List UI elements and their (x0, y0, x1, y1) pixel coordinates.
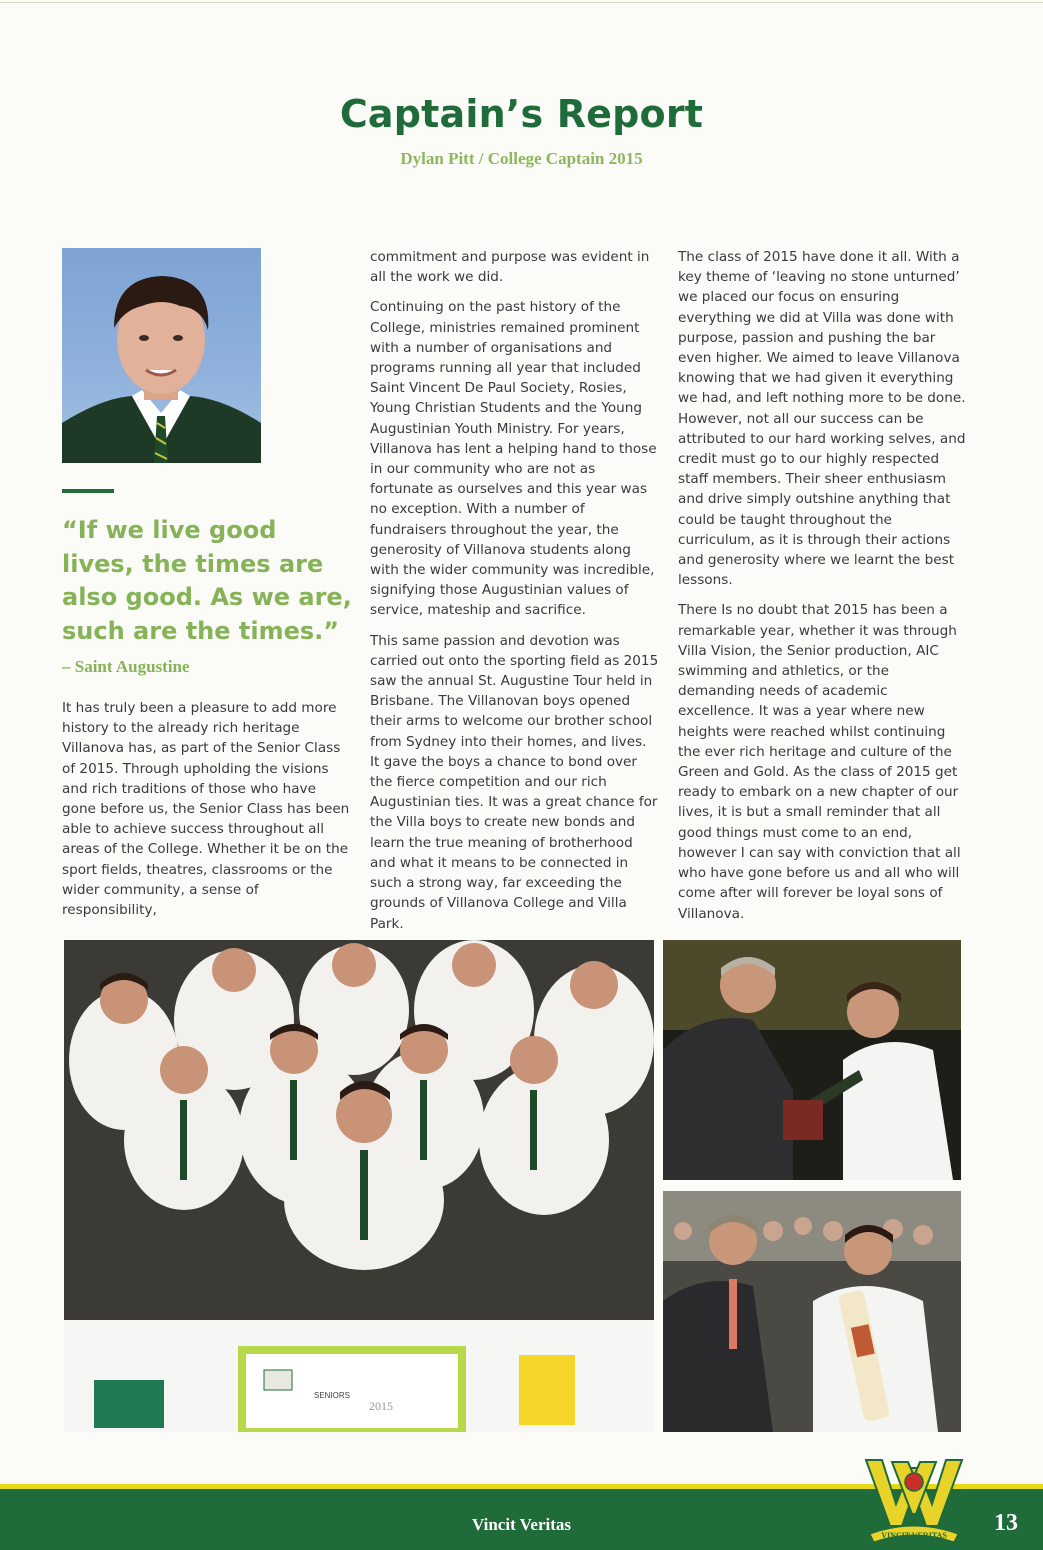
cake-photo-illustration (64, 940, 654, 1432)
paragraph: It has truly been a pleasure to add more history to the already rich heritage Villanova has, as part of the Senior Class of 2015. Through upholding the visions and rich traditions of those who have gone before us, the Senior Class has been able to achieve success throughout all areas of the College. Whether it be on the sport fields, theatres, classrooms or the wider community, a sense of responsibility, (62, 700, 350, 919)
cake-cutting-photo (64, 940, 654, 1432)
author-byline: Dylan Pitt / College Captain 2015 (400, 149, 643, 168)
body-column-1 (62, 698, 352, 930)
candle-procession-photo (663, 1191, 961, 1432)
body-column-2 (370, 247, 660, 944)
captain-portrait-photo (62, 248, 261, 463)
tie-photo-illustration (663, 940, 961, 1180)
paragraph: There Is no doubt that 2015 has been a remarkable year, whether it was through Villa Vision, the Senior production, AIC swimming and athletics, or the demanding needs of academic excellence. It was a year where new heights were reached whilst continuing the ever rich heritage and culture of the Green and Gold. As the class of 2015 get ready to embark on a new chapter of our lives, it is but a small reminder that all good things must come to an end, however I can say with conviction that all who have gone before us and all who will come after will forever be loyal sons of Villanova. (678, 602, 961, 922)
body-column-3 (678, 247, 968, 934)
cake-text-year: 2015 (369, 1399, 393, 1413)
cake-text-seniors: SENIORS (314, 1391, 351, 1400)
paragraph: commitment and purpose was evident in all the work we did. (370, 249, 650, 286)
pull-quote-attribution: – Saint Augustine (62, 657, 190, 676)
tie-presentation-photo (663, 940, 961, 1180)
pull-quote: “If we live good lives, the times are also good. As we are, such are the times.” (62, 516, 352, 645)
portrait-illustration (62, 248, 261, 463)
page-number: 13 (994, 1510, 1018, 1536)
crest-motto: VINCIT VERITAS (881, 1531, 947, 1540)
paragraph: This same passion and devotion was carried out onto the sporting field as 2015 saw the annual St. Augustine Tour held in Brisbane. The Villanovan boys opened their arms to welcome our brother school from Sydney into their homes, and lives. It gave the boys a chance to bond over the fierce competition and our rich Augustinian ties. It was a great chance for the Villa boys to create new bonds and learn the true meaning of brotherhood and what it means to be connected in such a strong way, far exceeding the grounds of Villanova College and Villa Park. (370, 632, 659, 932)
candle-photo-illustration (663, 1191, 961, 1432)
top-rule (0, 2, 1043, 3)
paragraph: The class of 2015 have done it all. With a key theme of ‘leaving no stone unturned’ we placed our focus on ensuring everything we did at Villa was done with purpose, passion and pushing the bar even higher. We aimed to leave Villanova knowing that we had given it everything we had, and left nothing more to be done. However, not all our success can be attributed to our hard working selves, and credit must go to our highly respected staff members. Their sheer enthusiasm and drive simply outshine anything that could be taught throughout the curriculum, as it is through their actions and generosity where we learnt the best lessons. (678, 249, 966, 589)
villanova-crest-logo (862, 1456, 966, 1544)
footer-motto: Vincit Veritas (471, 1515, 571, 1534)
page-title: Captain’s Report (339, 92, 704, 136)
paragraph: Continuing on the past history of the College, ministries remained prominent with a number of organisations and programs running all year that included Saint Vincent De Paul Society, Rosies, Young Christian Students and the Young Augustinian Youth Ministry. For years, Villanova has lent a helping hand to those in our community who are not as fortunate as ourselves and this year was no exception. With a number of fundraisers throughout the year, the generosity of Villanova students along with the wider community was incredible, signifying those Augustinian values of service, mateship and sacrifice. (370, 299, 657, 619)
accent-rule (62, 489, 114, 493)
